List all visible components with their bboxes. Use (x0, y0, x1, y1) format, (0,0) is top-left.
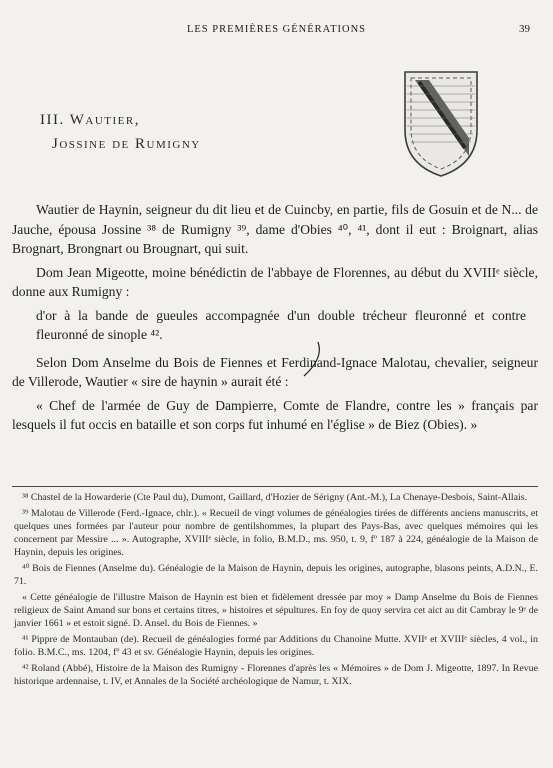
heading-line-2: Jossine de Rumigny (52, 136, 201, 152)
paragraph-genealogy: Wautier de Haynin, seigneur du dit lieu et de Cuincby, en partie, fils de Gosuin et de N... de Jauche, épousa Jossine ³⁸ de Rumigny ³⁹, dame d'Obies ⁴⁰, ⁴¹, dont il eut : Broignart, alias Brognart, Brongnart ou Brougnart, qui suit. (12, 202, 538, 256)
paragraph-anselme: Selon Dom Anselme du Bois de Fiennes et Ferdinand-Ignace Malotau, chevalier, seigneur de Villerode, Wautier « sire de haynin » aurait été : (12, 354, 538, 389)
footnote: ³⁸ Chastel de la Howarderie (Cte Paul du), Dumont, Gaillard, d'Hozier de Sérigny (Ant.-M.), La Chenaye-Desbois, Saint-Allais. (22, 492, 528, 503)
main-text (12, 200, 538, 439)
coat-of-arms-image (399, 68, 483, 180)
page-number: 39 (519, 23, 530, 35)
footnote: ⁴¹ Pippre de Montauban (de). Recueil de généalogies formé par Additions du Chanoine Mutte. XVIIᵉ et XVIIIᵉ siècles, 4 vol., in folio. B.M.C., ms. 1204, fº 43 et sv. Généalogie Haynin, depuis les origines. (14, 634, 538, 658)
footnote-separator (12, 486, 538, 487)
footnote: ⁴⁰ Bois de Fiennes (Anselme du). Généalogie de la Maison de Haynin, depuis les origines, autographe, blasons peints, A.D.N., E. 71. (14, 563, 538, 587)
running-title: LES PREMIÈRES GÉNÉRATIONS (186, 24, 366, 35)
footnotes (14, 491, 538, 691)
quotation: « Chef de l'armée de Guy de Dampierre, Comte de Flandre, contre les » français par lesquels il fut occis en bataille et son corps fut inhumé en l'église » de Biez (Obies). » (12, 397, 538, 432)
footnote-quotation: « Cette généalogie de l'illustre Maison de Haynin est bien et fidèlement dressée par moy » Damp Anselme du Bois de Fiennes religieux de Saint Amand sur bons et certains titres, » histoires et sépultures. En foy de quoy servira cet aict au dit Cambray le 9ᵉ de janvier 1661 » et estoit signé. D. Ansel. du Bois de Fiennes. » (14, 592, 538, 629)
blazon-text: d'or à la bande de gueules accompagnée d'un double trécheur fleuronné et contre fleuronné de sinople ⁴². (36, 307, 526, 342)
section-heading (40, 108, 201, 156)
footnote: ⁴² Roland (Abbé), Histoire de la Maison des Rumigny - Florennes d'après les « Mémoires » de Dom J. Migeotte, 1897. In Revue historique ardennaise, t. IV, et Annales de la Société archéologique de Namur, t. XIX. (14, 663, 538, 687)
pencil-mark (300, 340, 340, 380)
heading-line-1: III. Wautier, (40, 112, 140, 128)
paragraph-migeotte: Dom Jean Migeotte, moine bénédictin de l'abbaye de Florennes, au début du XVIIIᵉ siècle, donne aux Rumigny : (12, 264, 538, 299)
footnote: ³⁹ Malotau de Villerode (Ferd.-Ignace, chlr.). « Recueil de vingt volumes de généalogies tirées de différents anciens manuscrits, et quelques unes formées par l'auteur pour nombre de gentilshommes, la plupart des Pays-Bas, avec quelques mémoires qui les concernent par Messire ... ». Autographe, XVIIIᵉ siècle, in folio, B.M.D., ms. 950, t. 9, fº 187 à 224, généalogie de la Maison de Haynin, depuis les origines. (14, 508, 538, 558)
